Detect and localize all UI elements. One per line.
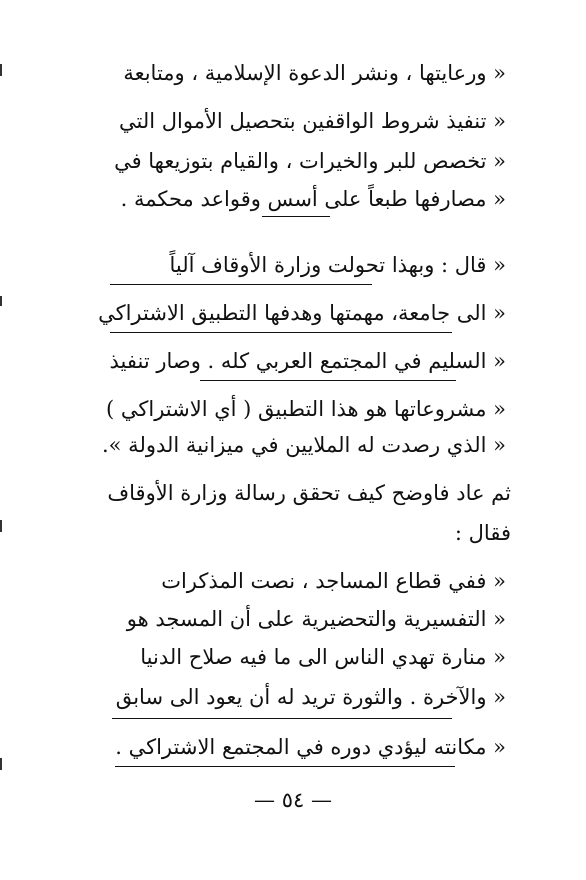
text-line: « السليم في المجتمع العربي كله . وصار تنفيذ bbox=[109, 349, 506, 373]
text-line: « قال : وبهذا تحولت وزارة الأوقاف آلياً bbox=[169, 253, 506, 277]
text-line: « منارة تهدي الناس الى ما فيه صلاح الدنيا bbox=[140, 645, 506, 669]
scan-edge-mark bbox=[0, 520, 2, 532]
text-line: فقال : bbox=[454, 521, 511, 545]
text-line: « الى جامعة، مهمتها وهدفها التطبيق الاشتراكي bbox=[98, 301, 506, 325]
text-line: « مكانته ليؤدي دوره في المجتمع الاشتراكي . bbox=[115, 735, 506, 759]
text-line: ثم عاد فاوضح كيف تحقق رسالة وزارة الأوقاف bbox=[107, 481, 511, 505]
page-number: — ٥٤ — bbox=[254, 788, 332, 812]
text-line: « التفسيرية والتحضيرية على أن المسجد هو bbox=[126, 607, 506, 631]
text-line: « الذي رصدت له الملايين في ميزانية الدولة ». bbox=[101, 433, 506, 457]
text-line: « ففي قطاع المساجد ، نصت المذكرات bbox=[161, 569, 506, 593]
text-line: « ورعايتها ، ونشر الدعوة الإسلامية ، ومتابعة bbox=[123, 61, 506, 85]
text-line: « والآخرة . والثورة تريد له أن يعود الى سابق bbox=[115, 685, 506, 709]
underline bbox=[112, 718, 452, 719]
underline bbox=[200, 380, 456, 381]
text-line: « مصارفها طبعاً على أسس وقواعد محكمة . bbox=[120, 187, 506, 211]
text-line: « تنفيذ شروط الواقفين بتحصيل الأموال التي bbox=[119, 109, 506, 133]
underline bbox=[262, 216, 330, 217]
underline bbox=[115, 766, 455, 767]
underline bbox=[110, 332, 452, 333]
underline bbox=[110, 284, 372, 285]
scan-edge-mark bbox=[0, 64, 2, 76]
text-line: « مشروعاتها هو هذا التطبيق ( أي الاشتراكي ) bbox=[106, 397, 506, 421]
scan-edge-mark bbox=[0, 296, 2, 306]
scan-edge-mark bbox=[0, 758, 2, 770]
text-line: « تخصص للبر والخيرات ، والقيام بتوزيعها في bbox=[114, 149, 506, 173]
